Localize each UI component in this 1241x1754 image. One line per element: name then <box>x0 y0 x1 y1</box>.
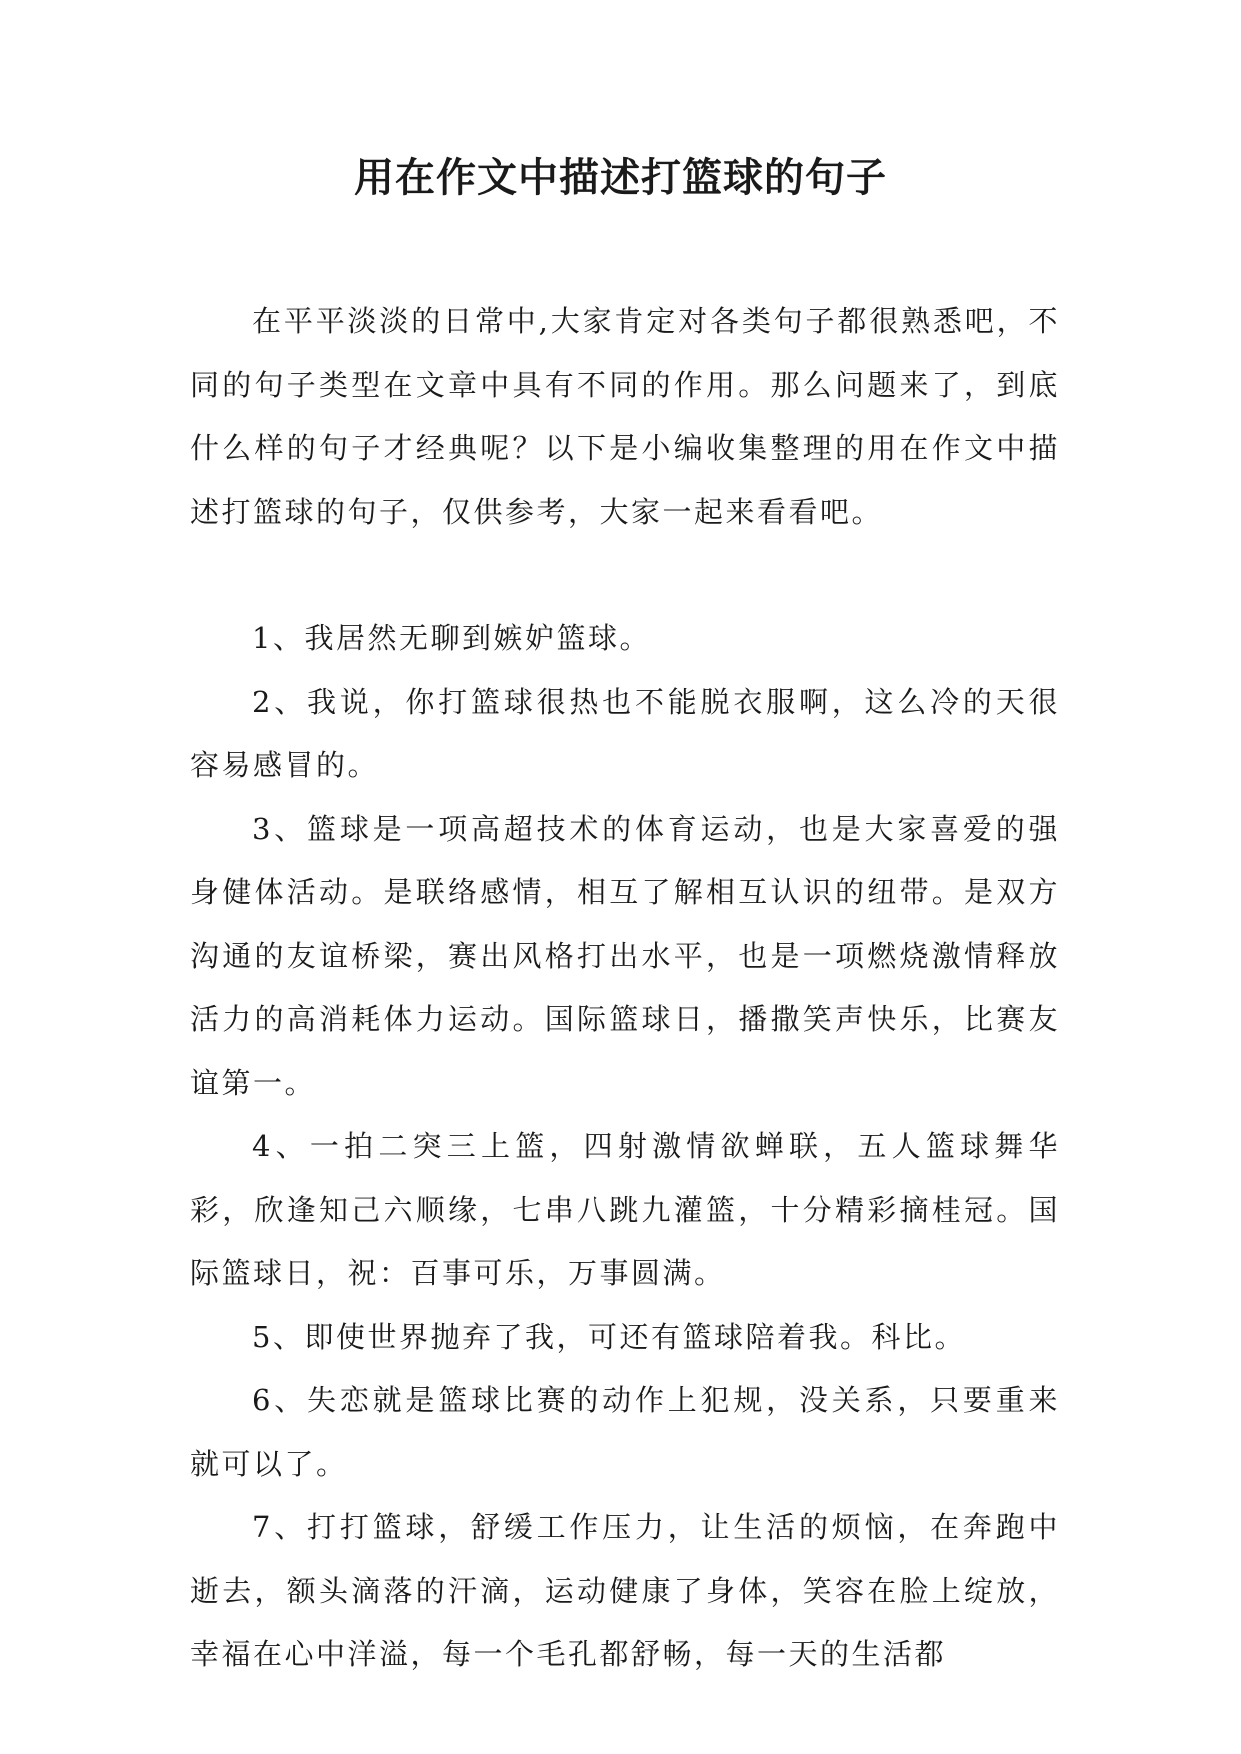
sentence-item-1: 1、我居然无聊到嫉妒篮球。 <box>252 621 651 655</box>
sentence-item-2: 2、我说，你打篮球很热也不能脱衣服啊，这么冷的天很容易感冒的。 <box>190 684 1060 782</box>
sentence-item-3: 3、篮球是一项高超技术的体育运动，也是大家喜爱的强身健体活动。是联络感情，相互了解相互认识的纽带。是双方沟通的友谊桥梁，赛出风格打出水平，也是一项燃烧激情释放活力的高消耗体力运动。国际篮球日，播撒笑声快乐，比赛友谊第一。 <box>190 811 1060 1100</box>
sentence-item-7: 7、打打篮球，舒缓工作压力，让生活的烦恼，在奔跑中逝去，额头滴落的汗滴，运动健康了身体，笑容在脸上绽放，幸福在心中洋溢，每一个毛孔都舒畅，每一天的生活都 <box>190 1510 1060 1671</box>
document-body <box>190 290 1060 1687</box>
sentence-item-5: 5、即使世界抛弃了我，可还有篮球陪着我。科比。 <box>252 1319 966 1354</box>
sentence-item-4: 4、一拍二突三上篮，四射激情欲蝉联，五人篮球舞华彩，欣逢知己六顺缘，七串八跳九灌篮，十分精彩摘桂冠。国际篮球日，祝：百事可乐，万事圆满。 <box>190 1129 1060 1290</box>
sentence-item-6: 6、失恋就是篮球比赛的动作上犯规，没关系，只要重来就可以了。 <box>190 1383 1060 1481</box>
document-title: 用在作文中描述打篮球的句子 <box>354 155 887 201</box>
intro-paragraph: 在平平淡淡的日常中,大家肯定对各类句子都很熟悉吧，不同的句子类型在文章中具有不同的作用。那么问题来了，到底什么样的句子才经典呢？以下是小编收集整理的用在作文中描述打篮球的句子，仅供参考，大家一起来看看吧。 <box>190 304 1060 529</box>
